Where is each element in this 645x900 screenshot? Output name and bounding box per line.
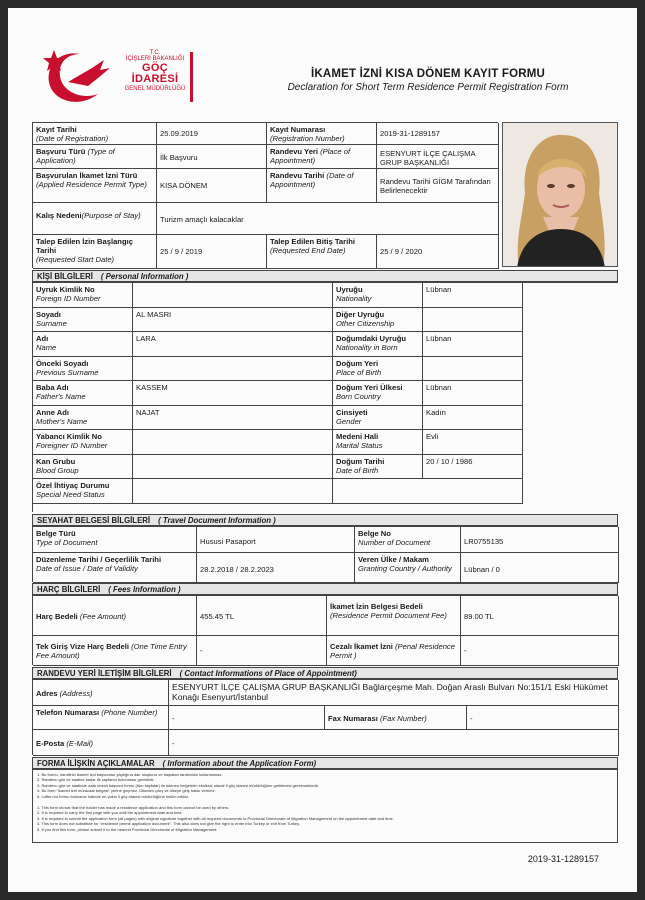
personal-right-value [423,357,523,382]
personal-right-value: Lübnan [423,283,523,308]
note-line-en: 3. It is required to submit the application form (all pages) with original signature together with all required documents to Provincial Directorate of Migration Management on the appointment date and time. [37,815,394,821]
contact-header: RANDEVU YERİ İLETİŞİM BİLGİLERİ ( Contact Informations of Place of Appointment) [32,667,618,679]
personal-info-table [32,282,618,512]
note-line-tr: 4. Bu form "ikamet izni müracaat belgesi" yerine geçmez. Ülkeden çıkış ve ülkeye giriş hakkı vermez. [37,788,216,794]
fee-amount-label: Harç Bedeli (Fee Amount) [33,596,197,636]
personal-right-label: Diğer Uyruğu Other Citizenship [333,308,423,333]
personal-left-label: Baba Adı Father's Name [33,381,133,406]
issue-date-label: Düzenleme Tarihi / Geçerlilik Tarihi Date of Issue / Date of Validity [33,553,197,583]
travel-doc-table [32,526,618,582]
personal-right-label: Doğum Tarihi Date of Birth [333,455,423,480]
appointment-date-value: Randevu Tarihi GİGM Tarafından Belirlenecektir [377,169,499,203]
org-line2: İÇİŞLERİ BAKANLIĞI [125,56,185,63]
personal-right-label: Doğum Yeri Place of Birth [333,357,423,382]
email-value: - [169,730,619,756]
note-line-tr: 5. Lütfen bu formu bulmanız halinde en yakın il göç idaresi müdürlüğüne teslim ediniz. [37,793,190,799]
phone-label: Telefon Numarası (Phone Number) [33,706,169,730]
reg-date-label: Kayıt Tarihi (Date of Registration) [33,123,157,145]
personal-left-value: LARA [133,332,333,357]
notes-box [32,769,618,843]
doc-type-value: Hususi Pasaport [197,527,355,553]
personal-left-value [133,455,333,480]
note-line-tr: 3. Randevu gün ve saatinde ıslak imzalı başvuru formu (tüm sayfalar) ile istenen belgelerin eksiksiz olarak il göç idaresi müdürlüğüne getirilmesi gerekmektedir. [37,782,319,788]
personal-left-label: Kan Grubu Blood Group [33,455,133,480]
personal-right-label: Cinsiyeti Gender [333,406,423,431]
note-line-en: 1. This form shows that the holder has made a residence application and this form cannot be used by others. [37,804,230,810]
personal-left-value: AL MASRI [133,308,333,333]
granting-country-value: Lübnan / 0 [461,553,619,583]
personal-info-header: KİŞİ BİLGİLERİ ( Personal Information ) [32,270,618,282]
fee-amount-value: 455.45 TL [197,596,327,636]
title-turkish: İKAMET İZNİ KISA DÖNEM KAYIT FORMU [310,68,546,80]
penal-permit-value: - [461,636,619,666]
personal-right-value: 20 / 10 / 1986 [423,455,523,480]
crescent-star-icon [40,46,114,108]
reg-number-label: Kayıt Numarası (Registration Number) [267,123,377,145]
note-line-en: 2. It is required to carry the first page with you until the appointment date and time. [37,810,183,816]
visa-fee-value: - [197,636,327,666]
personal-left-label: Özel İhtiyaç Durumu Special Need Status [33,479,133,504]
doc-number-value: LR0755135 [461,527,619,553]
end-date-value: 25 / 9 / 2020 [377,235,499,269]
purpose-label: Kalış Nedeni(Purpose of Stay) [33,203,157,235]
personal-right-value: Kadın [423,406,523,431]
fax-value: - [467,706,619,730]
org-line3: GÖÇ İDARESİ [131,61,179,86]
personal-left-value: KASSEM [133,381,333,406]
doc-fee-value: 89.00 TL [461,596,619,636]
issue-date-value: 28.2.2018 / 28.2.2023 [197,553,355,583]
start-date-label: Talep Edilen İzin Başlangıç Tarihi (Requested Start Date) [33,235,157,269]
doc-fee-label: İkamet İzin Belgesi Bedeli (Residence Permit Document Fee) [327,596,461,636]
fees-header: HARÇ BİLGİLERİ ( Fees Information ) [32,583,618,595]
address-label: Adres (Address) [33,680,169,706]
contact-table [32,679,618,755]
notes-turkish [37,772,613,799]
org-line4: GENEL MÜDÜRLÜĞÜ [124,85,186,92]
goc-idaresi-logo [40,46,200,116]
org-line1: T.C. [149,50,161,56]
travel-doc-header: SEYAHAT BELGESİ BİLGİLERİ ( Travel Document Information ) [32,514,618,526]
fees-table [32,595,618,665]
personal-right-value: Lübnan [423,381,523,406]
start-date-value: 25 / 9 / 2019 [157,235,267,269]
personal-left-label: Adı Name [33,332,133,357]
personal-right-value: Lübnan [423,332,523,357]
note-line-en: 4. This form does not substitute for "residence permit application document". This also does not give the right to enter into Turkey or exit from Turkey. [37,821,300,827]
personal-left-value [133,430,333,455]
personal-left-value: NAJAT [133,406,333,431]
personal-left-label: Yabancı Kimlik No Foreigner ID Number [33,430,133,455]
personal-left-value [133,283,333,308]
doc-type-label: Belge Türü Type of Document [33,527,197,553]
penal-permit-label: Cezalı İkamet İzni (Penal Residence Permit ) [327,636,461,666]
personal-right-value [423,308,523,333]
appointment-place-label: Randevu Yeri (Place of Appointment) [267,145,377,169]
address-value: ESENYURT İLÇE ÇALIŞMA GRUP BAŞKANLIĞI Bağlarçeşme Mah. Doğan Araslı Bulvarı No:151/1 Eski Hükümet Konağı Esenyurt/İstanbul [169,680,619,706]
permit-type-value: KISA DÖNEM [157,169,267,203]
appointment-date-label: Randevu Tarihi (Date of Appointment) [267,169,377,203]
permit-type-label: Başvurulan İkamet İzni Türü (Applied Residence Permit Type) [33,169,157,203]
personal-left-label: Uyruk Kimlik No Foreign ID Number [33,283,133,308]
note-line-tr: 2. Randevu gün ve saatine kadar ilk sayfanın bulunması gereklidir. [37,777,155,783]
personal-left-label: Soyadı Surname [33,308,133,333]
form-page [8,8,637,892]
purpose-value: Turizm amaçlı kalacaklar [157,203,499,235]
personal-left-value [133,479,333,504]
end-date-label: Talep Edilen Bitiş Tarihi (Requested End Date) [267,235,377,269]
note-line-en: 5. If you find this form, please submit it to the nearest Provincial Directorate of Migration Management. [37,826,218,832]
personal-left-label: Anne Adı Mother's Name [33,406,133,431]
application-type-value: İlk Başvuru [157,145,267,169]
title-english: Declaration for Short Term Residence Permit Registration Form [287,82,569,93]
personal-right-label: Doğumdaki Uyruğu Nationality in Born [333,332,423,357]
phone-value: - [169,706,325,730]
footer-registration-number: 2019-31-1289157 [527,854,599,864]
form-title [258,68,598,93]
application-type-label: Başvuru Türü (Type of Application) [33,145,157,169]
personal-left-value [133,357,333,382]
personal-left-label: Önceki Soyadı Previous Surname [33,357,133,382]
notes-english [37,805,613,832]
email-label: E-Posta (E-Mail) [33,730,169,756]
appointment-place-value: ESENYURT İLÇE ÇALIŞMA GRUP BAŞKANLIĞI [377,145,499,169]
personal-right-label: Uyruğu Nationality [333,283,423,308]
logo-divider [190,52,193,102]
granting-country-label: Veren Ülke / Makam Granting Country / Authority [355,553,461,583]
registration-table [32,122,498,268]
reg-number-value: 2019-31-1289157 [377,123,499,145]
fax-label: Fax Numarası (Fax Number) [325,706,467,730]
notes-header: FORMA İLİŞKİN AÇIKLAMALAR ( Information about the Application Form) [32,757,618,769]
visa-fee-label: Tek Giriş Vize Harç Bedeli (One Time Entry Fee Amount) [33,636,197,666]
doc-number-label: Belge No Number of Document [355,527,461,553]
note-line-tr: 1. Bu formu, hamilinin ikamet izni başvurusu yaptığına dair oluşturur ve başlatan tarafından kullanılamaz. [37,772,223,777]
org-name [118,50,192,92]
personal-right-label: Medeni Hali Marital Status [333,430,423,455]
portrait-image [503,123,618,267]
applicant-photo [502,122,618,267]
personal-right-value: Evli [423,430,523,455]
personal-right-label: Doğum Yeri Ülkesi Born Country [333,381,423,406]
reg-date-value: 25.09.2019 [157,123,267,145]
personal-empty-cell [333,479,523,504]
